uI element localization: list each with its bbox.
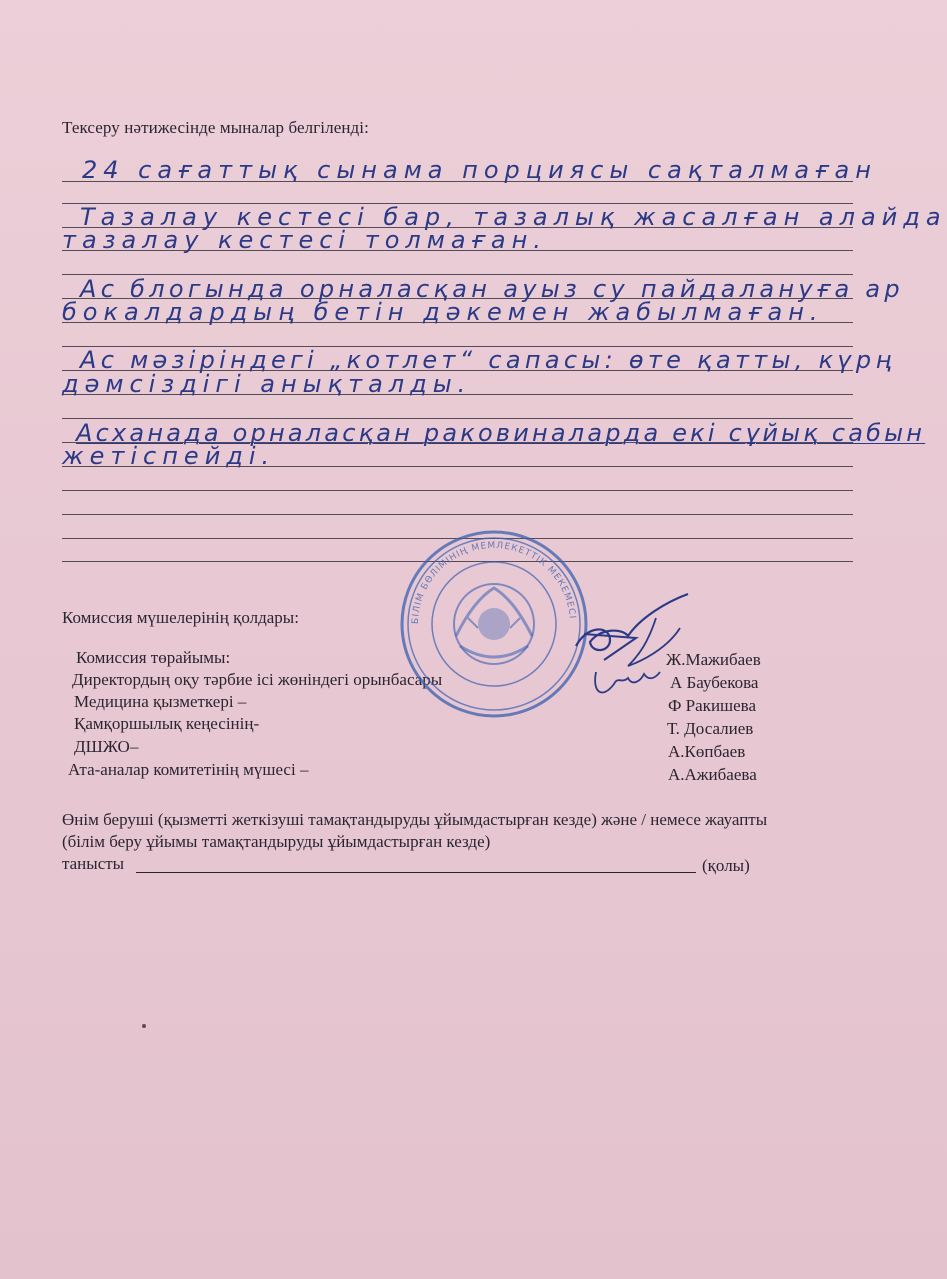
finding-line: бокалдардың бетін дәкемен жабылмаған. xyxy=(62,298,824,326)
paper-speck xyxy=(142,1024,146,1028)
supplier-note-sub: (білім беру ұйымы тамақтандыруды ұйымдастырған кезде) xyxy=(62,832,491,851)
role-label: ДШЖО– xyxy=(74,737,139,756)
ack-signature-line xyxy=(136,872,696,873)
role-label: Медицина қызметкері – xyxy=(74,692,247,711)
member-name: Ж.Мажибаев xyxy=(666,650,761,669)
finding-line: тазалау кестесі толмаған. xyxy=(62,226,547,254)
role-label: Қамқоршылық кеңесінің- xyxy=(74,714,260,733)
finding-line: 24 сағаттық сынама порциясы сақталмаған xyxy=(82,156,877,184)
finding-line: Ас мәзіріндегі „котлет“ сапасы: өте қатты, күрң xyxy=(80,346,896,374)
member-name: А.Ажибаева xyxy=(668,765,757,784)
findings-heading: Тексеру нәтижесінде мыналар белгіленді: xyxy=(62,118,369,137)
role-label: Директордың оқу тәрбие ісі жөніндегі орынбасары xyxy=(72,670,443,689)
member-name: А.Көпбаев xyxy=(668,742,746,761)
finding-line: Ас блогында орналасқан ауыз су пайдалануға ар xyxy=(80,275,904,303)
ruled-line xyxy=(62,490,853,491)
supplier-note: Өнім беруші (қызметті жеткізуші тамақтандыруды ұйымдастырған кезде) және / немесе жауапты xyxy=(62,810,768,829)
ruled-line xyxy=(62,514,853,515)
member-name: Ф Ракишева xyxy=(668,696,757,715)
stamp-text: БІЛІМ БӨЛІМІНІҢ МЕМЛЕКЕТТІК МЕКЕМЕСІ xyxy=(410,540,577,625)
member-name: А Баубекова xyxy=(670,673,759,692)
finding-line: дәмсіздігі анықталды. xyxy=(62,370,472,398)
signature-hint: (қолы) xyxy=(702,856,750,875)
handwritten-signature xyxy=(570,588,700,718)
role-label: Комиссия төрайымы: xyxy=(76,648,231,667)
member-name: Т. Досалиев xyxy=(667,719,754,738)
finding-line: Асханада орналасқан раковиналарда екі сұйық сабын xyxy=(76,419,926,447)
ack-label: танысты xyxy=(62,854,125,873)
signatures-title: Комиссия мүшелерінің қолдары: xyxy=(62,608,299,627)
finding-line: жетіспейді. xyxy=(62,442,276,470)
role-label: Ата-аналар комитетінің мүшесі – xyxy=(68,760,309,779)
finding-line: Тазалау кестесі бар, тазалық жасалған алайда xyxy=(80,203,947,231)
official-stamp xyxy=(398,528,590,720)
